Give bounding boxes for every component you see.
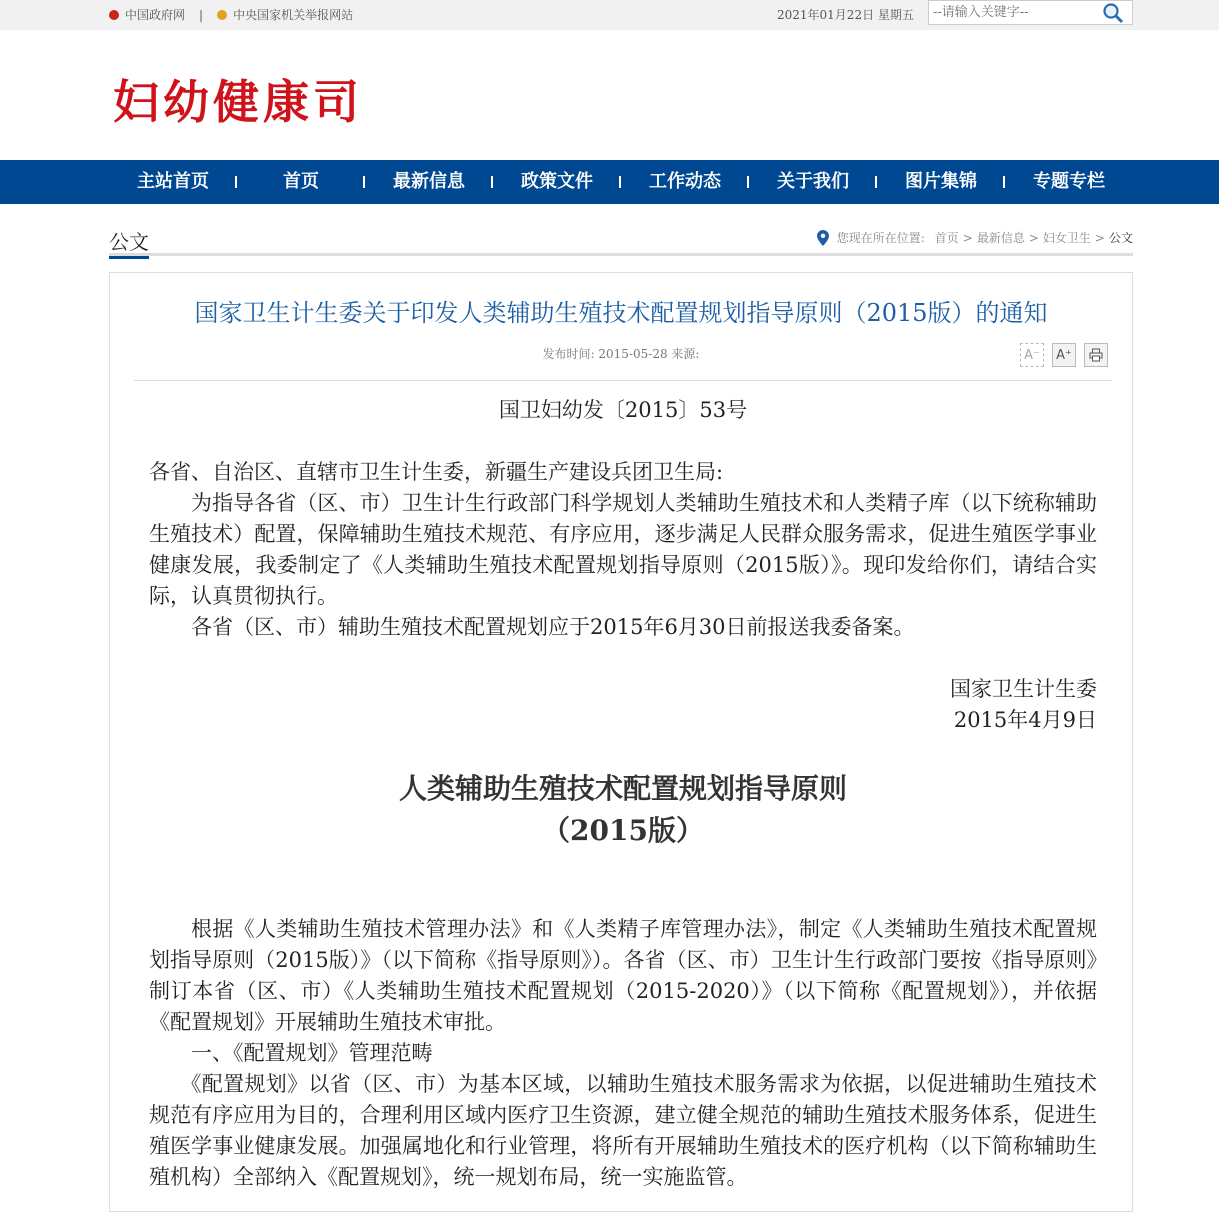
- nav-work[interactable]: 工作动态: [621, 160, 749, 204]
- breadcrumb-current: 公文: [1108, 231, 1133, 245]
- nav-about[interactable]: 关于我们: [749, 160, 877, 204]
- doc-number: 国卫妇幼发〔2015〕53号: [498, 398, 748, 422]
- breadcrumb-label: 您现在所在位置:: [836, 231, 925, 245]
- breadcrumb-latest[interactable]: 最新信息: [976, 231, 1025, 245]
- divider: [134, 380, 1112, 381]
- document-heading: 人类辅助生殖技术配置规划指导原则: [398, 772, 847, 805]
- signature-date: 2015年4月9日: [953, 708, 1097, 732]
- search-icon: [1102, 2, 1124, 24]
- document-edition: （2015版）: [542, 814, 704, 847]
- section-title: 公文: [109, 226, 149, 259]
- nav-latest[interactable]: 最新信息: [365, 160, 493, 204]
- article-content: [149, 395, 1097, 1193]
- main-nav: [0, 160, 1219, 204]
- article-box: [109, 272, 1133, 1212]
- nav-home[interactable]: 首页: [237, 160, 365, 204]
- article-meta: 发布时间: 2015-05-28 来源:: [542, 347, 700, 361]
- search-button[interactable]: [1099, 1, 1127, 25]
- nav-gallery[interactable]: 图片集锦: [877, 160, 1005, 204]
- breadcrumb-sep: >: [1094, 230, 1105, 245]
- nav-policy[interactable]: 政策文件: [493, 160, 621, 204]
- print-button[interactable]: [1084, 343, 1108, 367]
- search-input[interactable]: [929, 5, 1099, 20]
- search-box: [928, 0, 1133, 25]
- paragraph: 根据《人类辅助生殖技术管理办法》和《人类精子库管理办法》，制定《人类辅助生殖技术配置规划指导原则（2015版）》（以下简称《指导原则》）。各省（区、市）卫生计生行政部门要按《指导原则》制订本省（区、市）《人类辅助生殖技术配置规划（2015-2020）》（以下简称《配置规划》），并依据《配置规划》开展辅助生殖技术审批。: [149, 917, 1097, 1034]
- salutation: 各省、自治区、直辖市卫生计生委，新疆生产建设兵团卫生局:: [149, 460, 724, 484]
- article-tools: [1020, 343, 1108, 367]
- site-logo[interactable]: 妇幼健康司: [113, 75, 363, 129]
- nav-main-home[interactable]: 主站首页: [109, 160, 237, 204]
- font-larger-button[interactable]: A⁺: [1052, 343, 1076, 367]
- emblem-icon: [109, 10, 119, 20]
- printer-icon: [1089, 348, 1103, 362]
- breadcrumb-home[interactable]: 首页: [934, 231, 959, 245]
- article-title: 国家卫生计生委关于印发人类辅助生殖技术配置规划指导原则（2015版）的通知: [194, 299, 1048, 327]
- font-smaller-button[interactable]: A⁻: [1020, 343, 1044, 367]
- separator: |: [199, 7, 204, 22]
- paragraph: 各省（区、市）辅助生殖技术配置规划应于2015年6月30日前报送我委备案。: [191, 615, 915, 639]
- breadcrumb-sep: >: [962, 230, 973, 245]
- breadcrumb-women-health[interactable]: 妇女卫生: [1042, 231, 1091, 245]
- breadcrumb-sep: >: [1028, 230, 1039, 245]
- section-heading: 一、《配置规划》管理范畴: [191, 1041, 433, 1065]
- gov-link[interactable]: 中国政府网: [125, 8, 186, 22]
- nav-special[interactable]: 专题专栏: [1033, 171, 1105, 192]
- party-emblem-icon: [217, 10, 227, 20]
- section-header: [109, 226, 1133, 256]
- paragraph: 《配置规划》以省（区、市）为基本区域，以辅助生殖技术服务需求为依据，以促进辅助生殖技术规范有序应用为目的，合理利用区域内医疗卫生资源，建立健全规范的辅助生殖技术服务体系，促进生殖医学事业健康发展。加强属地化和行业管理，将所有开展辅助生殖技术的医疗机构（以下简称辅助生殖机构）全部纳入《配置规划》，统一规划布局，统一实施监管。: [149, 1072, 1097, 1189]
- report-site-link[interactable]: 中央国家机关举报网站: [233, 8, 354, 22]
- date: 2021年01月22日 星期五: [777, 8, 914, 22]
- signature: 国家卫生计生委: [950, 677, 1097, 701]
- location-pin-icon: [817, 230, 829, 246]
- top-bar: [0, 0, 1219, 30]
- breadcrumb: [817, 229, 1133, 246]
- paragraph: 为指导各省（区、市）卫生计生行政部门科学规划人类辅助生殖技术和人类精子库（以下统称辅助生殖技术）配置，保障辅助生殖技术规范、有序应用，逐步满足人民群众服务需求，促进生殖医学事业健康发展，我委制定了《人类辅助生殖技术配置规划指导原则（2015版）》。现印发给你们，请结合实际，认真贯彻执行。: [149, 491, 1097, 608]
